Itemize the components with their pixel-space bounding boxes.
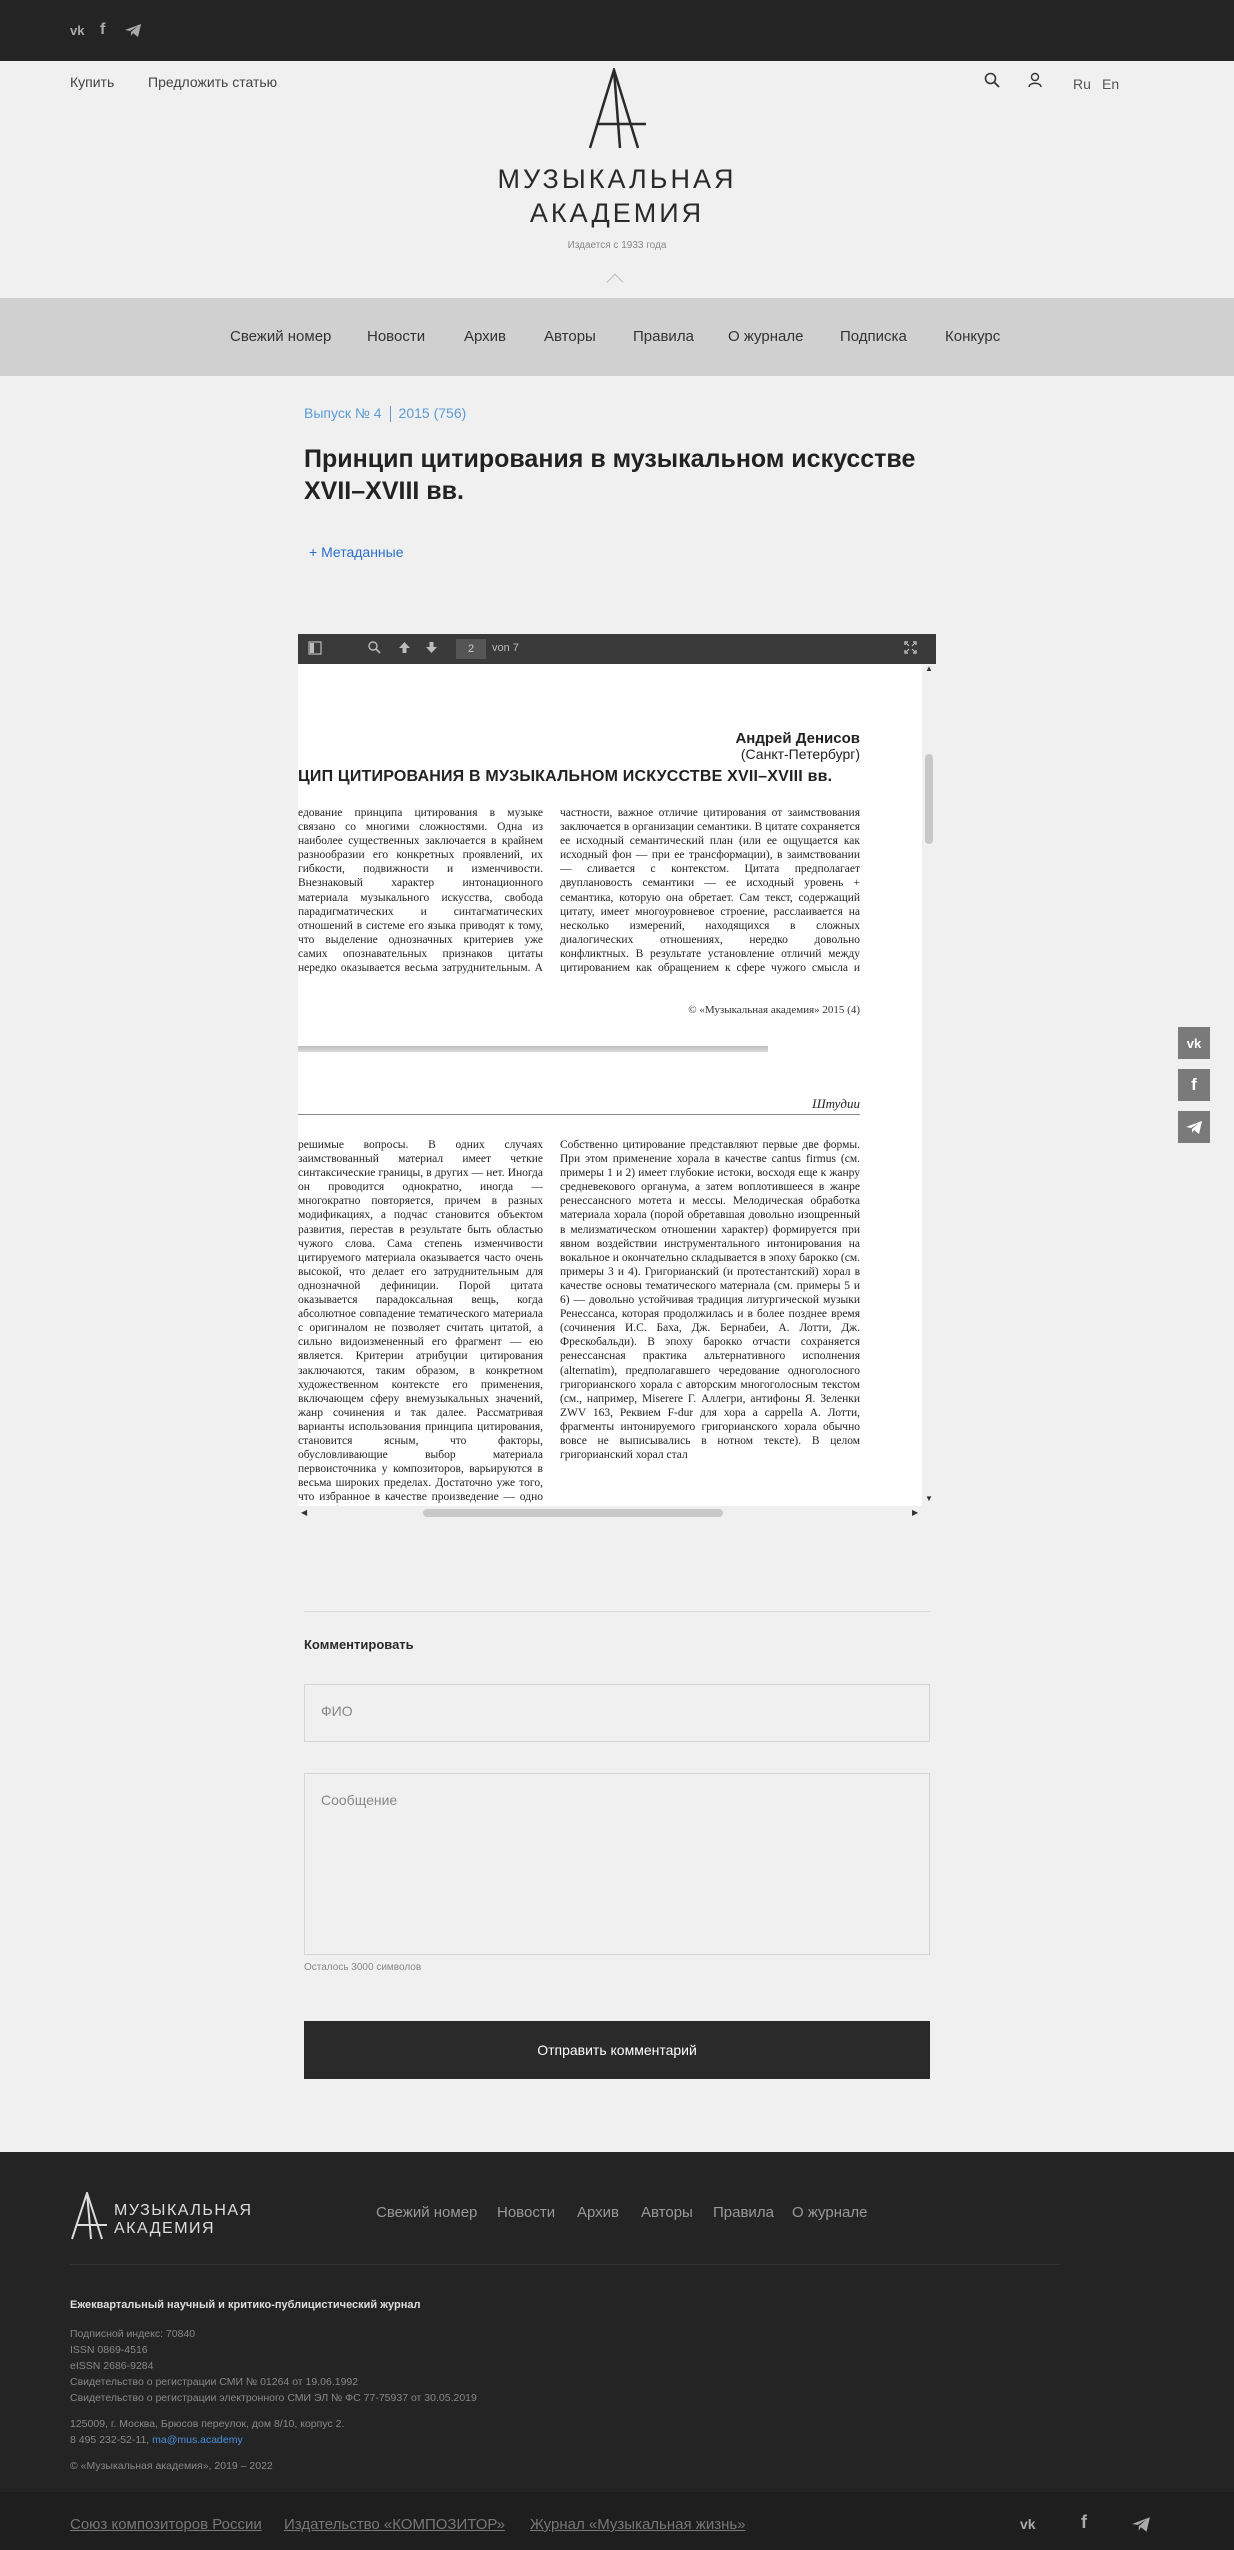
name-field[interactable] [304,1684,930,1742]
nav-item-authors[interactable]: Авторы [544,328,596,345]
lang-ru-link[interactable]: Ru [1073,76,1091,92]
chars-remaining: Осталось 3000 символов [304,1962,422,1973]
article-title: Принцип цитирования в музыкальном искусстве XVII–XVIII вв. [304,445,916,505]
issue-breadcrumb [304,405,466,422]
metadata-toggle[interactable]: + Метаданные [309,544,404,560]
nav-item-fresh-issue[interactable]: Свежий номер [230,328,332,345]
scroll-down-icon[interactable]: ▼ [925,1494,933,1503]
name-placeholder: ФИО [321,1703,353,1719]
submit-comment-button[interactable]: Отправить комментарий [304,2021,930,2079]
footer [0,2152,1234,2550]
footer-address: 125009, г. Москва, Брюсов переулок, дом 8/10, корпус 2. [70,2418,345,2430]
vertical-scrollbar[interactable] [922,664,936,1506]
divider [304,1611,930,1612]
vk-icon[interactable]: vk [1178,1027,1210,1059]
pdf-author-city: (Санкт-Петербург) [740,746,860,762]
pdf-running-head: Штудии [812,1096,860,1111]
issue-year-link[interactable]: 2015 (756) [398,405,467,421]
pdf-column: решимые вопросы. В одних случаях заимствованный материал имеет четкие синтаксические границы, в других — нет. Иногда он проводится однократно, иногда — многократно повторяется, причем в разных модификациях, а подчас становится объектом развития, перестав в результате быть облаcтью чужого слова. Сама степень изменчивости цитируемого материала оказывается часто очень высокой, что делает его затруднительным для однозначной дефиниции. Порой цитата оказывается парадоксальная вещь, когда абсолютное совпадение тематического материала с оригиналом не позволяет считать цитатой, а сильно видоизмененный его фрагмент — ею является. Критерии атрибуции цитирования заключаются, таким образом, в конкретном художественном контексте его применения, включающем сферу внемузыкальных значений, жанр сочинения и так далее. Рассматривая варианты использования принципа цитирования, становится ясным, что факторы, обусловливающие выбор материала первоисточника у композиторов, варьируются в весьма широких пределах. Достаточно уже того, что избранное в качестве произведение — одно [298,1139,543,1504]
scroll-thumb[interactable] [925,754,933,844]
page-separator [298,1046,768,1052]
message-field[interactable] [304,1773,930,1955]
nav-item-subscription[interactable]: Подписка [840,328,907,345]
footer-phone: 8 495 232-52-11, [70,2434,150,2446]
footer-nav-archive[interactable]: Архив [577,2204,620,2221]
comment-heading: Комментировать [304,1637,414,1652]
next-page-icon[interactable] [425,641,438,657]
nav-item-about[interactable]: О журнале [728,328,804,345]
composer-publisher-link[interactable]: Издательство «КОМПОЗИТОР» [284,2516,505,2533]
previous-page-icon[interactable] [398,641,411,657]
main-nav [0,298,1234,376]
find-icon[interactable] [368,641,381,657]
nav-item-contest[interactable]: Конкурс [945,328,1001,345]
footer-nav-news[interactable]: Новости [497,2204,556,2221]
vk-icon[interactable]: vk [1020,2516,1036,2532]
telegram-icon[interactable] [124,20,142,40]
scroll-up-icon[interactable]: ▲ [925,664,933,673]
suggest-article-link[interactable]: Предложить статью [148,74,278,90]
footer-eissn: eISSN 2686-9284 [70,2360,154,2372]
footer-registration-electronic: Свидетельство о регистрации электронного СМИ ЭЛ № ФС 77-75937 от 30.05.2019 [70,2392,477,2404]
logo-title-line1: МУЗЫКАЛЬНАЯ [497,164,737,194]
breadcrumb-separator [390,406,391,422]
pdf-copyright: © «Музыкальная академия» 2015 (4) [688,1004,860,1016]
pdf-column: Собственно цитирование представляют первые две формы. При этом применение хорала в качестве cantus firmus (см. примеры 1 и 2) имеет глубокие истоки, восходя еще к жанру средневекового органума, а затем воплотившееся в жанре ренессансного мотета и мессы. Мелодическая обработка материала хорала (порой обретавшая довольно изощренный в мелизматическом отношении характер) формируется при явном воздействии инструментального интонирования на вокальное и окончательно складывается в эпоху барокко (см. примеры 3 и 4). Григорианский (и протестантский) хорал в качестве основы тематического материала (см. примеры 5 и 6) — довольно устойчивая традиция литургической музыки Ренессанса, которая продолжилась и в более позднее время (сочинения И.С. Баха, Дж. Бернабеи, А. Лотти, Дж. Фрескобальди). В эпоху барокко отчасти сохраняется ренессансная практика альтернативного исполнения (alternatim), предполагавшего чередование одноголосного григорианского хорала с авторским многоголосным текстом (см., например, Miserere Г. Аллегри, антифоны Я. Зеленки ZWV 163, Реквием F-dur для хора a cappella А. Лотти, фрагменты интонируемого григорианского хорала обычно вовсе не выписывались в нотном тексте). В целом григорианский хорал стал [560,1139,860,1462]
nav-item-rules[interactable]: Правила [633,328,694,345]
horizontal-scrollbar[interactable] [298,1506,936,1520]
footer-registration: Свидетельство о регистрации СМИ № 01264 от 19.06.1992 [70,2376,359,2388]
logo-mark-icon[interactable] [586,68,648,155]
facebook-icon[interactable]: f [1178,1069,1210,1101]
collapse-caret-icon[interactable] [607,274,624,291]
footer-bottom-bar [0,2492,1234,2550]
footer-nav-rules[interactable]: Правила [713,2204,774,2221]
footer-nav-authors[interactable]: Авторы [641,2204,693,2221]
lang-en-link[interactable]: En [1102,76,1120,92]
telegram-icon[interactable] [1178,1111,1210,1143]
composers-union-link[interactable]: Союз композиторов России [70,2516,262,2533]
footer-description: Ежеквартальный научный и критико-публицистический журнал [70,2299,421,2311]
logo-subtitle: Издается с 1933 года [567,240,667,251]
footer-logo-title[interactable] [114,2202,253,2238]
sidebar-toggle-icon[interactable] [308,641,322,658]
footer-copyright: © «Музыкальная академия», 2019 – 2022 [70,2460,273,2472]
nav-item-news[interactable]: Новости [367,328,426,345]
top-bar [0,0,1234,61]
logo-title-line2: АКАДЕМИЯ [529,198,705,228]
footer-nav-about[interactable]: О журнале [792,2204,868,2221]
footer-logo-line2: АКАДЕМИЯ [114,2220,216,2237]
pdf-column: едование принципа цитирования в музыке связано со многими сложностями. Одна из наиболее существенных заключается в крайнем разнообразии его конкретных проявлений, их гибкости, подвижности и изменчивости. Внезнаковый характер интонационного материала музыкального искусства, свобода парадигматических и синтагматических отношений в системе его языка приводят к тому, что выделение однозначных критериев уже самих опознавательных признаков цитаты нередко оказывается весьма затруднительным. А [298,807,543,974]
logo-title[interactable] [440,162,794,230]
running-head-rule [298,1114,860,1115]
issue-link[interactable]: Выпуск № 4 [304,405,382,421]
footer-contacts [70,2434,243,2446]
pdf-article-title: ЦИП ЦИТИРОВАНИЯ В МУЗЫКАЛЬНОМ ИСКУССТВЕ XVII–XVIII вв. [298,768,833,785]
footer-logo-line1: МУЗЫКАЛЬНАЯ [114,2202,253,2219]
footer-nav-fresh-issue[interactable]: Свежий номер [376,2204,478,2221]
scroll-thumb[interactable] [423,1509,723,1517]
footer-divider [70,2264,1060,2265]
footer-logo-icon[interactable] [70,2192,108,2245]
page-number-input[interactable]: 2 [456,639,486,659]
buy-link[interactable]: Купить [70,74,115,90]
music-life-journal-link[interactable]: Журнал «Музыкальная жизнь» [530,2516,746,2533]
footer-issn: ISSN 0869-4516 [70,2344,148,2356]
fullscreen-icon[interactable] [904,641,917,657]
message-placeholder: Сообщение [321,1792,398,1808]
nav-item-archive[interactable]: Архив [464,328,507,345]
pdf-viewer[interactable] [298,634,936,1520]
footer-email-link[interactable]: ma@mus.academy [152,2434,243,2446]
pdf-author: Андрей Денисов [735,730,860,747]
user-icon[interactable] [1027,72,1043,93]
pdf-page [298,664,922,1506]
facebook-icon[interactable]: f [1081,2512,1087,2532]
telegram-icon[interactable] [1131,2516,1151,2538]
pdf-column: частности, важное отличие цитирования от заимствования заключается в организации семантики. В цитате сохраняется ее исходный семантический план (или ее ощущается как исходный фон — при ее трансформации), в заимствовании — сливается с контекстом. Цитата предполагает двуплановость семантики — ее исходный уровень + семантика, которую она обретает. Сам текст, содержащий цитату, имеет многоуровневое строение, расслаивается на несколько измерений, находящихся в сложных диалогических отношениях, нередко довольно конфликтных. В результате установление отличий между цитированием как обращением к сфере чужого смысла и [560,807,860,974]
scroll-right-icon[interactable]: ▶ [912,1508,919,1517]
vk-icon[interactable]: vk [70,22,85,38]
page-total: von 7 [492,642,519,654]
facebook-icon[interactable]: f [100,21,106,38]
pdf-toolbar [298,634,936,664]
search-icon[interactable] [984,72,1000,93]
footer-subscription-index: Подписной индекс: 70840 [70,2328,196,2340]
scroll-left-icon[interactable]: ◀ [301,1508,308,1517]
